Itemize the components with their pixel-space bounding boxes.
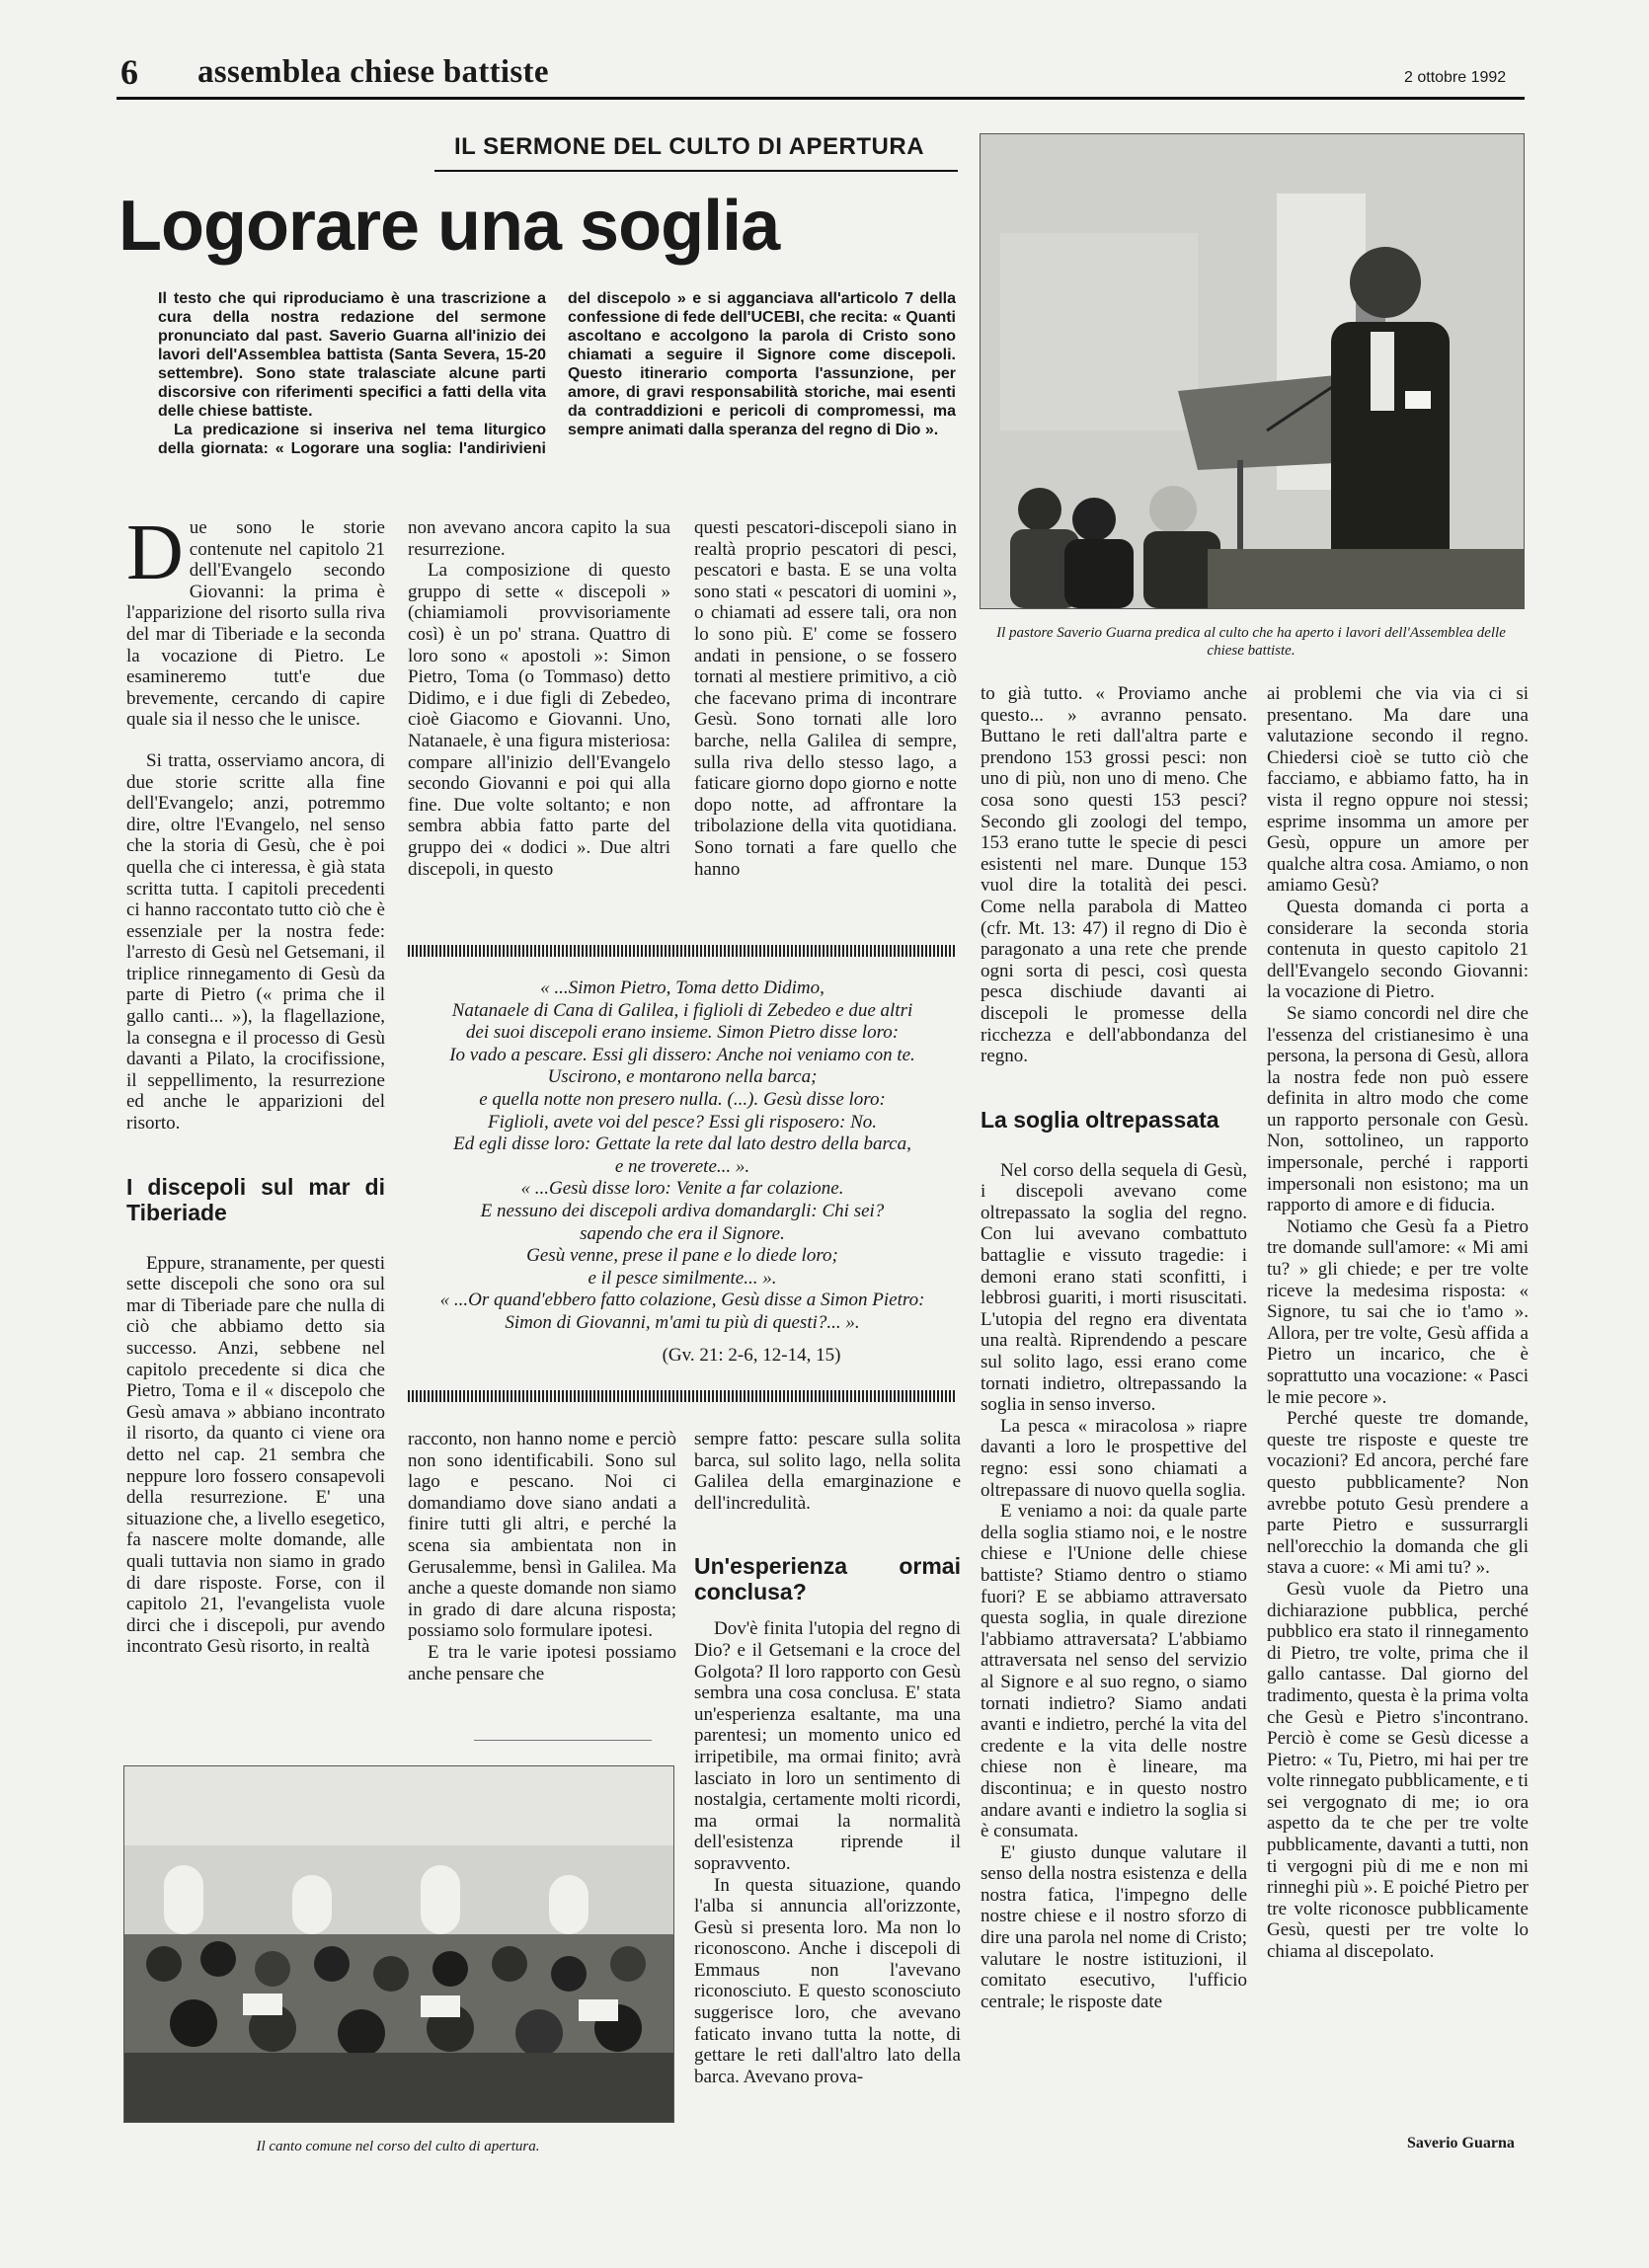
- quote-line: Gesù venne, prese il pane e lo diede loro;: [526, 1245, 838, 1267]
- article-paragraph: Si tratta, osserviamo ancora, di due storie scritte alla fine dell'Evangelo; anzi, potremmo dire, oltre l'Evangelo, nel senso che la storia di Gesù, che è poi quella che ci interessa, è già stata scritta tutta. I capitoli precedenti ci hanno raccontato tutto ciò che è essenziale per la nostra fede: l'arresto di Gesù nel Getsemani, il triplice rinnegamento di Gesù da parte di Pietro (« prima che il gallo canti... »), la flagellazione, la consegna e il processo di Gesù davanti a Pilato, la crocifissione, il seppellimento, la resurrezione ed anche le apparizioni del risorto.: [126, 749, 385, 1134]
- intro-paragraph: Il testo che qui riproduciamo è una trascrizione a cura della nostra redazione del sermone pronunciato dal past. Saverio Guarna all'inizio dei lavori dell'Assemblea battista (Santa Severa, 15-20 settembre). Sono state tralasciate alcune parti discorsive con riferimenti specifici a fatti della vita delle chiese battiste.: [158, 290, 546, 420]
- quote-line: e il pesce similmente... ».: [588, 1267, 777, 1289]
- column-2-top: [408, 517, 670, 880]
- quote-line: « ...Simon Pietro, Toma detto Didimo,: [540, 978, 824, 998]
- quote-line: Uscirono, e montarono nella barca;: [547, 1066, 818, 1088]
- publication-title: assemblea chiese battiste: [197, 54, 549, 90]
- article-headline: Logorare una soglia: [118, 187, 780, 266]
- column-2-bottom: [408, 1429, 676, 1684]
- quote-top-rule: [408, 945, 957, 957]
- quote-line: dei suoi discepoli erano insieme. Simon Pietro disse loro:: [465, 1022, 900, 1044]
- kicker-rule: [434, 170, 958, 172]
- subheading: Un'esperienza ormai conclusa?: [694, 1553, 961, 1605]
- assembly-photo-illustration: [124, 1766, 673, 2122]
- article-paragraph: Nel corso della sequela di Gesù, i discepoli avevano come oltrepassato la soglia del regno. Con lui avevano combattuto battaglie e vissuto tragedie: i demoni erano stati sconfitti, i lebbrosi guariti, i morti risuscitati. L'utopia del regno era diventata una realtà. Riprendendo a pescare sul solito lago, essi erano come tornati indietro, oltrepassando la soglia in senso inverso.: [981, 1159, 1247, 1416]
- quote-line: Figlioli, avete voi del pesce? Essi gli risposero: No.: [487, 1111, 877, 1133]
- column-3-top: [694, 517, 957, 880]
- assembly-photo: [123, 1765, 674, 2123]
- quote-line: « ...Gesù disse loro: Venite a far colazione.: [520, 1178, 844, 1200]
- article-intro: [158, 289, 956, 458]
- article-paragraph: questi pescatori-discepoli siano in realtà proprio pescatori di pesci, pescatori e basta. E se una volta sono stati « pescatori di uomini », o chiamati ad essere tali, ora non lo sono più. E' come se fossero andati in pensione, o se fossero tornati al mestiere primitivo, a ciò che facevano prima di incontrare Gesù. Sono tornati alle loro barche, nella Galilea di sempre, sulla riva dello stesso lago, a faticare giorno dopo giorno e notte dopo notte, ad affrontare la tribolazione della vita quotidiana. Sono tornati a fare quello che hanno: [694, 517, 957, 880]
- quote-line: e quella notte non presero nulla. (...). Gesù disse loro:: [479, 1088, 886, 1110]
- quote-line: « ...Or quand'ebbero fatto colazione, Gesù disse a Simon Pietro:: [439, 1290, 925, 1311]
- subheading: I discepoli sul mar di Tiberiade: [126, 1173, 385, 1225]
- article-paragraph: Gesù vuole da Pietro una dichiarazione pubblica, perché pubblico era stato il rinnegamento di Pietro, tre volte, prima che il gallo cantasse. Dal giorno del tradimento, questa è la prima volta che Gesù e Pietro s'incontrano. Perciò è come se Gesù dicesse a Pietro: « Tu, Pietro, mi hai per tre volte rinnegato pubblicamente, e ti sei vergognato di me; io ora aspetto da te che per tre volte pubblicamente, davanti a tutti, non ti vergogni più di me e non mi rinneghi più ». E poiché Pietro per tre volte riconosce pubblicamente Gesù, questi per tre volte lo chiama al discepolato.: [1267, 1578, 1529, 1963]
- page-number: 6: [120, 52, 138, 92]
- article-paragraph: La pesca « miracolosa » riapre davanti a loro le prospettive del regno: essi sono chiamati a oltrepassare di nuovo quella soglia.: [981, 1415, 1247, 1501]
- quote-line: sapendo che era il Signore.: [580, 1222, 785, 1244]
- speaker-photo-caption: Il pastore Saverio Guarna predica al culto che ha aperto i lavori dell'Assemblea delle chiese battiste.: [996, 625, 1506, 659]
- quote-line: Io vado a pescare. Essi gli dissero: Anche noi veniamo con te.: [449, 1044, 915, 1065]
- article-paragraph: Due sono le storie contenute nel capitolo 21 dell'Evangelo secondo Giovanni: la prima è l'apparizione del risorto sulla riva del mar di Tiberiade e la seconda la vocazione di Pietro. Le esamineremo tutt'e due brevemente, cercando di capire quale sia il nesso che le unisce.: [126, 509, 385, 731]
- article-paragraph: Notiamo che Gesù fa a Pietro tre domande sull'amore: « Mi ami tu? » gli chiede; e per tre volte riceve la medesima risposta: « Signore, tu sai che io t'amo ». Allora, per tre volte, Gesù affida a Pietro un incarico, che è soprattutto una vocazione: « Pasci le mie pecore ».: [1267, 1215, 1529, 1408]
- column-1: [126, 509, 385, 1658]
- assembly-photo-caption: Il canto comune nel corso del culto di apertura.: [256, 2139, 540, 2154]
- article-paragraph: Questa domanda ci porta a considerare la seconda storia contenuta in questo capitolo 21 dell'Evangelo secondo Giovanni: la vocazione di Pietro.: [1267, 896, 1529, 1003]
- article-paragraph: Perché queste tre domande, queste tre risposte e queste tre vocazioni? Ed ancora, perché fare questo pubblicamente? Non avrebbe potuto Gesù prendere a parte Pietro e sussurrargli nell'orecchio la domanda che gli stava a cuore: « Mi ami tu? ».: [1267, 1408, 1529, 1579]
- article-paragraph: E tra le varie ipotesi possiamo anche pensare che: [408, 1641, 676, 1684]
- quote-line: Simon di Giovanni, m'ami tu più di questi?... ».: [505, 1311, 860, 1333]
- column-5: [1267, 683, 1529, 1963]
- quote-line: Ed egli disse loro: Gettate la rete dal lato destro della barca,: [453, 1134, 911, 1155]
- article-paragraph: Se siamo concordi nel dire che l'essenza del cristianesimo è una persona, la persona di Gesù, allora la nostra fede non può essere definita in altro modo che come un rapporto personale con Gesù. Non, sottolineo, un rapporto impersonale, perché i rapporti impersonali non esistono; ma un rapporto di amore e di fiducia.: [1267, 1002, 1529, 1216]
- article-paragraph: sempre fatto: pescare sulla solita barca, sul solito lago, nella solita Galilea della emarginazione e dell'incredulità.: [694, 1429, 961, 1514]
- scripture-quote: [408, 978, 957, 1367]
- article-paragraph: Dov'è finita l'utopia del regno di Dio? e il Getsemani e la croce del Golgota? Il loro rapporto con Gesù sembra una cosa conclusa. E' stata un'esperienza esaltante, ma una parentesi; un momento unico ed irripetibile, ma ormai finito; avrà lasciato in loro un sentimento di nostalgia, certamente molti ricordi, ma ormai la normalità dell'esistenza riprende il sopravvento.: [694, 1618, 961, 1874]
- column-3-bottom: [694, 1429, 961, 2087]
- column-2-end-rule: [474, 1740, 652, 1741]
- quote-line: Natanaele di Cana di Galilea, i figlioli di Zebedeo e due altri: [451, 999, 913, 1021]
- speaker-photo: [980, 133, 1525, 609]
- drop-cap: D: [126, 509, 184, 596]
- quote-line: E nessuno dei discepoli ardiva domandargli: Chi sei?: [480, 1200, 885, 1221]
- article-paragraph: Eppure, stranamente, per questi sette discepoli che sono ora sul mar di Tiberiade pare che nulla di ciò che abbiamo detto sia successo. Anzi, sebbene nel capitolo precedente si dica che Pietro, Toma e il « discepolo che Gesù amava » abbiano incontrato il risorto, da quanto ci viene ora detto nel cap. 21 sembra che neppure loro fossero consapevoli della resurrezione. E' una situazione che, a livello esegetico, fa nascere molte domande, alle quali tuttavia non siamo in grado di dare risposte. Forse, con il capitolo 21, l'evangelista vuole dirci che i discepoli, pur avendo incontrato Gesù risorto, in realtà: [126, 1252, 385, 1658]
- article-kicker: IL SERMONE DEL CULTO DI APERTURA: [454, 133, 925, 160]
- article-paragraph: ai problemi che via via ci si presentano. Ma dare una valutazione secondo il regno. Chiedersi cioè se tutto ciò che facciamo, e abbiamo fatto, ha in vista il regno oppure noi stessi; esprime insomma un amore per Gesù, oppure un amore per qualche altra cosa. Amiamo, o non amiamo Gesù?: [1267, 683, 1529, 897]
- intro-paragraph: La predicazione si inseriva nel tema liturgico della giornata: « Logorare una soglia: l'andirivieni del discepolo » e si agganciava all'articolo 7 della confessione di fede dell'UCEBI, che recita: « Quanti ascoltano e accolgono la parola di Cristo sono chiamati a seguire il Signore come discepoli. Questo itinerario comporta l'assunzione, per amore, di gravi responsabilità storiche, mai esenti da contraddizioni e pericoli di compromessi, ma sempre animati dalla speranza del regno di Dio ».: [158, 290, 956, 457]
- article-paragraph: E' giusto dunque valutare il senso della nostra esistenza e della nostra fatica, l'impegno delle nostre chiese e il nostro sforzo di dire una parola nel nome di Cristo; valutare le nostre istituzioni, il comitato esecutivo, l'ufficio centrale; le risposte date: [981, 1841, 1247, 2012]
- header-rule: [117, 97, 1525, 100]
- article-paragraph: racconto, non hanno nome e perciò non sono identificabili. Sono sul lago e pescano. Noi ci domandiamo dove siano andati a finire tutti gli altri, e perché la scena sia ambientata non in Gerusalemme, bensì in Galilea. Ma anche a queste domande non siamo in grado di dare alcuna risposta; possiamo solo formulare ipotesi.: [408, 1429, 676, 1642]
- article-paragraph: La composizione di questo gruppo di sette « discepoli » (chiamiamoli provvisoriamente così) è un po' strana. Quattro di loro sono « apostoli »: Simon Pietro, Toma (o Tommaso) detto Didimo, e i due figli di Zebedeo, cioè Giacomo e Giovanni. Uno, Natanaele, è una figura misteriosa: compare all'inizio dell'Evangelo secondo Giovanni e poi qui alla fine. Due volte soltanto; e non sembra abbia fatto parte del gruppo dei « dodici ». Due altri discepoli, in questo: [408, 560, 670, 880]
- speaker-photo-illustration: [981, 134, 1524, 608]
- article-paragraph: In questa situazione, quando l'alba si annuncia all'orizzonte, Gesù si presenta loro. Ma non lo riconoscono. Anche i discepoli di Emmaus non l'avevano riconosciuto. E questo sconosciuto suggerisce loro, che avevano faticato invano tutta la notte, di gettare le reti dall'altro lato della barca. Avevano prova-: [694, 1874, 961, 2087]
- column-4: [981, 683, 1247, 2012]
- article-paragraph: non avevano ancora capito la sua resurrezione.: [408, 517, 670, 560]
- author-signature: Saverio Guarna: [1407, 2135, 1515, 2151]
- quote-reference: (Gv. 21: 2-6, 12-14, 15): [662, 1344, 841, 1366]
- quote-bottom-rule: [408, 1390, 957, 1402]
- article-paragraph: E veniamo a noi: da quale parte della soglia stiamo noi, e le nostre chiese e l'Unione delle chiese battiste? Stiamo dentro o stiamo fuori? E se abbiamo attraversato questa soglia, in quale direzione l'abbiamo attraversata? L'abbiamo attraversata nel senso del servizio al Signore e al suo regno, o siamo tornati indietro? Siamo andati avanti e indietro, perché la vita del credente e la vita delle nostre chiese non è lineare, ma discontinua; e in questo nostro andare avanti e indietro la soglia si è consumata.: [981, 1501, 1247, 1842]
- article-paragraph: to già tutto. « Proviamo anche questo... » avranno pensato. Buttano le reti dall'altra parte e prendono 153 grossi pesci: non uno di più, non uno di meno. Che cosa sono questi 153 pesci? Secondo gli zoologi del tempo, 153 erano tutte le specie di pesci esistenti nel mare. Dunque 153 vuol dire la totalità dei pesci. Come nella parabola di Matteo (cfr. Mt. 13: 47) il regno di Dio è paragonato a una rete che prende ogni sorta di pesci, così questa pesca dischiude davanti ai discepoli le promesse della ricchezza e dell'abbondanza del regno.: [981, 683, 1247, 1067]
- issue-date: 2 ottobre 1992: [1404, 69, 1507, 86]
- subheading: La soglia oltrepassata: [981, 1106, 1219, 1133]
- quote-line: e ne troverete... ».: [614, 1155, 750, 1177]
